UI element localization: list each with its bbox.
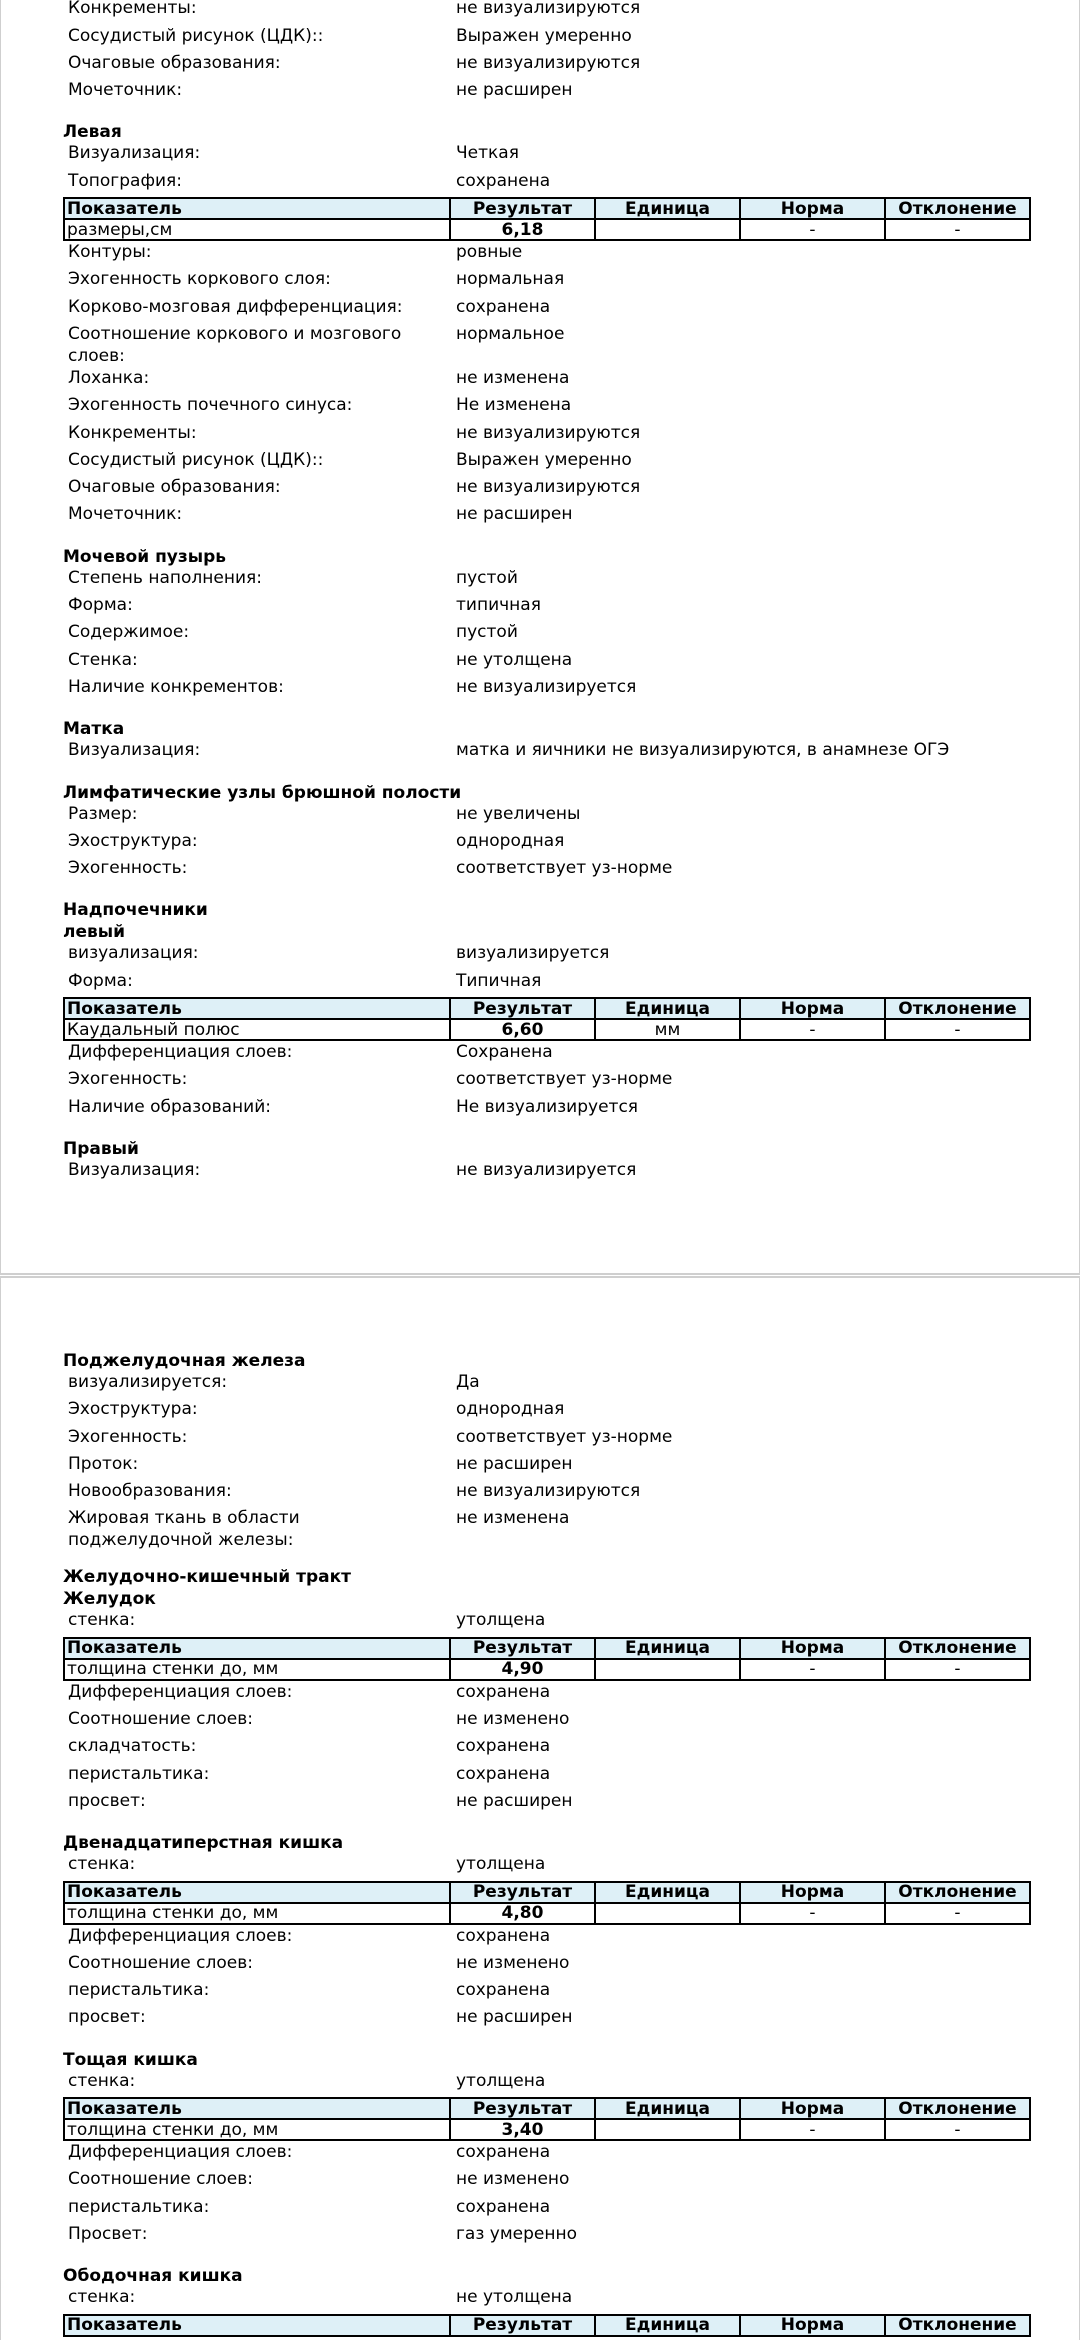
lymph-nodes-section: [63, 781, 1029, 885]
field-value: Сохранена: [456, 1042, 553, 1063]
bladder-section: [63, 545, 1029, 703]
header-unit: Единица: [595, 198, 740, 219]
header-indicator: Показатель: [64, 2098, 450, 2119]
field-row: [63, 970, 1029, 997]
field-label: Мочеточник:: [68, 80, 183, 101]
field-row: [63, 2223, 1029, 2250]
field-row: [63, 1952, 1029, 1979]
field-value: однородная: [456, 830, 565, 851]
cell-deviation: -: [885, 1019, 1030, 1040]
field-label: Форма:: [68, 970, 133, 991]
field-value: пустой: [456, 567, 518, 588]
field-row: [63, 857, 1029, 884]
section-title: Ободочная кишка: [63, 2266, 243, 2287]
field-value: сохранена: [456, 1681, 551, 1702]
field-value: сохранена: [456, 2142, 551, 2163]
field-value: не визуализируются: [456, 422, 641, 443]
field-label: Очаговые образования:: [68, 52, 281, 73]
field-label: Соотношение коркового и мозгового слоев:: [68, 323, 402, 366]
field-value: нормальная: [456, 269, 565, 290]
field-value: сохранена: [456, 1980, 551, 2001]
field-row: [63, 25, 1029, 52]
field-label: Просвет:: [68, 2223, 148, 2244]
field-label: стенка:: [68, 2070, 136, 2091]
header-deviation: Отклонение: [885, 1882, 1030, 1903]
header-deviation: Отклонение: [885, 998, 1030, 1019]
field-value: Выражен умеренно: [456, 449, 632, 470]
field-value: типичная: [456, 595, 541, 616]
field-row: [63, 649, 1029, 676]
header-result: Результат: [450, 2315, 595, 2336]
field-row: [63, 830, 1029, 857]
field-value: утолщена: [456, 1854, 546, 1875]
field-label: стенка:: [68, 1610, 136, 1631]
field-value: не изменена: [456, 1508, 570, 1529]
field-label: Соотношение слоев:: [68, 2169, 253, 2190]
field-row: [63, 1708, 1029, 1735]
table-row: [64, 1659, 1030, 1680]
field-label: Эхогенность:: [68, 1426, 188, 1447]
field-row: [63, 1853, 1029, 1880]
field-value: утолщена: [456, 2070, 546, 2091]
field-label: Новообразования:: [68, 1481, 232, 1502]
field-row: [63, 621, 1029, 648]
cell-deviation: -: [885, 1903, 1030, 1924]
field-row: [63, 1426, 1029, 1453]
field-value: не расширен: [456, 2007, 573, 2028]
measurement-table: [63, 1881, 1031, 1925]
field-value: не утолщена: [456, 649, 573, 670]
header-result: Результат: [450, 1882, 595, 1903]
cell-norm: -: [740, 219, 885, 240]
field-value: не увеличены: [456, 803, 581, 824]
header-unit: Единица: [595, 2315, 740, 2336]
field-label: Соотношение слоев:: [68, 1952, 253, 1973]
field-value: Не визуализируется: [456, 1096, 639, 1117]
field-value: сохранена: [456, 296, 551, 317]
field-label: Визуализация:: [68, 1159, 201, 1180]
table-header-row: [64, 2315, 1030, 2336]
cell-norm: -: [740, 1019, 885, 1040]
field-row: [63, 1453, 1029, 1480]
field-row: [63, 296, 1029, 323]
cell-unit: [595, 219, 740, 240]
field-label: визуализируется:: [68, 1372, 228, 1392]
field-value: сохранена: [456, 1763, 551, 1784]
field-row: [63, 1507, 1029, 1551]
field-label: Дифференциация слоев:: [68, 1925, 293, 1946]
header-unit: Единица: [595, 998, 740, 1019]
header-indicator: Показатель: [64, 1882, 450, 1903]
field-row: [63, 1735, 1029, 1762]
field-value: матка и яичники не визуализируются, в анамнезе ОГЭ: [456, 740, 950, 761]
field-label: Жировая ткань в области поджелудочной железы:: [68, 1508, 300, 1551]
cell-norm: -: [740, 1903, 885, 1924]
cell-indicator: размеры,см: [64, 219, 450, 240]
header-norm: Норма: [740, 1638, 885, 1659]
field-row: [63, 503, 1029, 530]
field-value: не утолщена: [456, 2287, 573, 2308]
table-header-row: [64, 1882, 1030, 1903]
field-label: Топография:: [68, 170, 182, 191]
field-label: Дифференциация слоев:: [68, 1042, 293, 1063]
left-kidney-section: [63, 120, 1029, 530]
field-row: [63, 268, 1029, 295]
field-value: Не изменена: [456, 395, 572, 416]
field-row: [63, 1480, 1029, 1507]
field-row: [63, 1096, 1029, 1123]
field-label: перистальтика:: [68, 1763, 210, 1784]
header-norm: Норма: [740, 998, 885, 1019]
field-label: Эхоструктура:: [68, 1399, 198, 1420]
field-value: Четкая: [456, 143, 519, 164]
field-value: не визуализируются: [456, 477, 641, 498]
field-row: [63, 142, 1029, 169]
header-indicator: Показатель: [64, 198, 450, 219]
measurement-table: [63, 2097, 1031, 2141]
field-label: Стенка:: [68, 649, 138, 670]
field-row: [63, 0, 1029, 25]
measurement-table: [63, 997, 1031, 1041]
field-row: [63, 79, 1029, 106]
jejunum-section: [63, 2048, 1029, 2250]
field-value: утолщена: [456, 1610, 546, 1631]
field-row: [63, 1371, 1029, 1398]
measurement-table: [63, 1637, 1031, 1681]
table-header-row: [64, 2098, 1030, 2119]
field-value: однородная: [456, 1399, 565, 1420]
section-title: Матка: [63, 719, 125, 740]
field-label: Сосудистый рисунок (ЦДК)::: [68, 449, 324, 470]
field-row: [63, 1763, 1029, 1790]
field-value: не визуализируется: [456, 676, 637, 697]
field-value: соответствует уз-норме: [456, 1426, 673, 1447]
field-label: Размер:: [68, 803, 138, 824]
header-deviation: Отклонение: [885, 198, 1030, 219]
field-row: [63, 594, 1029, 621]
table-row: [64, 1903, 1030, 1924]
right-adrenal-section: [63, 1137, 1029, 1186]
field-value: визуализируется: [456, 943, 610, 964]
field-label: Наличие образований:: [68, 1096, 271, 1117]
field-row: [63, 2070, 1029, 2097]
table-row: [64, 219, 1030, 240]
field-label: Контуры:: [68, 242, 152, 263]
field-label: Конкременты:: [68, 422, 197, 443]
field-label: Проток:: [68, 1453, 139, 1474]
measurement-table: [63, 197, 1031, 241]
field-label: Соотношение слоев:: [68, 1709, 253, 1730]
header-indicator: Показатель: [64, 998, 450, 1019]
field-label: Форма:: [68, 595, 133, 616]
field-value: соответствует уз-норме: [456, 1069, 673, 1090]
field-row: [63, 2006, 1029, 2033]
field-row: [63, 241, 1029, 268]
field-label: Конкременты:: [68, 0, 197, 19]
header-result: Результат: [450, 2098, 595, 2119]
report-page-2: [0, 1276, 1080, 2340]
field-value: сохранена: [456, 1925, 551, 1946]
field-row: [63, 739, 1029, 766]
colon-section: [63, 2264, 1029, 2336]
header-result: Результат: [450, 198, 595, 219]
header-norm: Норма: [740, 198, 885, 219]
field-label: Эхогенность:: [68, 1069, 188, 1090]
field-value: сохранена: [456, 170, 551, 191]
cell-deviation: -: [885, 219, 1030, 240]
cell-result: 4,80: [450, 1903, 595, 1924]
field-label: Корково-мозговая дифференциация:: [68, 296, 403, 317]
pancreas-section: [63, 1349, 1029, 1551]
field-value: не расширен: [456, 504, 573, 525]
field-label: Дифференциация слоев:: [68, 1681, 293, 1702]
section-title: Мочевой пузырь: [63, 546, 227, 567]
field-row: [63, 1159, 1029, 1186]
field-row: [63, 1681, 1029, 1708]
section-subtitle: левый: [63, 922, 126, 943]
field-row: [63, 942, 1029, 969]
field-value: Да: [456, 1372, 480, 1392]
field-label: Визуализация:: [68, 143, 201, 164]
field-value: не изменена: [456, 367, 570, 388]
header-norm: Норма: [740, 2315, 885, 2336]
field-value: не расширен: [456, 1790, 573, 1811]
header-deviation: Отклонение: [885, 1638, 1030, 1659]
field-value: не расширен: [456, 80, 573, 101]
field-label: перистальтика:: [68, 2196, 210, 2217]
field-label: Эхоструктура:: [68, 830, 198, 851]
gi-tract-section: [63, 1565, 1029, 1817]
field-row: [63, 1041, 1029, 1068]
field-row: [63, 1790, 1029, 1817]
field-row: [63, 1068, 1029, 1095]
field-label: Мочеточник:: [68, 504, 183, 525]
field-label: перистальтика:: [68, 1980, 210, 2001]
field-label: Эхогенность коркового слоя:: [68, 269, 331, 290]
table-header-row: [64, 998, 1030, 1019]
header-unit: Единица: [595, 1638, 740, 1659]
table-row: [64, 1019, 1030, 1040]
section-title: Левая: [63, 122, 122, 143]
section-title: Лимфатические узлы брюшной полости: [63, 782, 462, 803]
field-value: не изменено: [456, 2169, 570, 2190]
header-unit: Единица: [595, 2098, 740, 2119]
field-row: [63, 1925, 1029, 1952]
field-label: Сосудистый рисунок (ЦДК)::: [68, 25, 324, 46]
field-value: пустой: [456, 622, 518, 643]
cell-result: 6,60: [450, 1019, 595, 1040]
field-label: Степень наполнения:: [68, 567, 262, 588]
field-value: не изменено: [456, 1709, 570, 1730]
field-row: [63, 476, 1029, 503]
field-row: [63, 394, 1029, 421]
cell-norm: -: [740, 2119, 885, 2140]
field-label: стенка:: [68, 2287, 136, 2308]
cell-unit: [595, 1903, 740, 1924]
field-row: [63, 1609, 1029, 1636]
field-row: [63, 567, 1029, 594]
header-indicator: Показатель: [64, 2315, 450, 2336]
field-row: [63, 323, 1029, 367]
field-value: сохранена: [456, 2196, 551, 2217]
field-label: Эхогенность:: [68, 858, 188, 879]
section-title: Двенадцатиперстная кишка: [63, 1833, 344, 1854]
cell-deviation: -: [885, 2119, 1030, 2140]
field-value: не визуализируются: [456, 52, 641, 73]
section-title: Желудочно-кишечный тракт: [63, 1567, 351, 1588]
field-value: не визуализируются: [456, 1481, 641, 1502]
field-row: [63, 422, 1029, 449]
section-subtitle: Желудок: [63, 1589, 156, 1610]
cell-unit: [595, 1659, 740, 1680]
field-value: Типичная: [456, 970, 542, 991]
cell-indicator: толщина стенки до, мм: [64, 1903, 450, 1924]
cell-unit: [595, 2119, 740, 2140]
field-row: [63, 52, 1029, 79]
field-label: Лоханка:: [68, 367, 150, 388]
field-row: [63, 2168, 1029, 2195]
measurement-table: [63, 2314, 1031, 2337]
section-title: Надпочечники: [63, 900, 208, 921]
field-value: не визуализируется: [456, 1159, 637, 1180]
table-header-row: [64, 198, 1030, 219]
page-2-content: [63, 1349, 1029, 2337]
cell-indicator: толщина стенки до, мм: [64, 1659, 450, 1680]
field-value: не изменено: [456, 1952, 570, 1973]
field-label: Очаговые образования:: [68, 477, 281, 498]
cell-norm: -: [740, 1659, 885, 1680]
header-result: Результат: [450, 998, 595, 1019]
field-label: визуализация:: [68, 943, 199, 964]
field-label: Наличие конкрементов:: [68, 676, 284, 697]
field-value: ровные: [456, 242, 523, 263]
cell-result: 6,18: [450, 219, 595, 240]
header-norm: Норма: [740, 1882, 885, 1903]
header-indicator: Показатель: [64, 1638, 450, 1659]
adrenal-section: [63, 898, 1029, 1122]
field-row: [63, 170, 1029, 197]
table-row: [64, 2119, 1030, 2140]
field-label: Содержимое:: [68, 622, 190, 643]
kidney-continued-section: [63, 0, 1029, 106]
field-value: не расширен: [456, 1453, 573, 1474]
header-norm: Норма: [740, 2098, 885, 2119]
field-row: [63, 803, 1029, 830]
header-deviation: Отклонение: [885, 2315, 1030, 2336]
field-label: Эхогенность почечного синуса:: [68, 395, 353, 416]
field-value: газ умеренно: [456, 2223, 578, 2244]
field-label: просвет:: [68, 2007, 146, 2028]
section-title: Тощая кишка: [63, 2049, 198, 2070]
cell-result: 4,90: [450, 1659, 595, 1680]
cell-result: 3,40: [450, 2119, 595, 2140]
field-value: не визуализируются: [456, 0, 641, 19]
page-1-content: [63, 0, 1029, 1186]
field-row: [63, 449, 1029, 476]
field-row: [63, 367, 1029, 394]
cell-indicator: Каудальный полюс: [64, 1019, 450, 1040]
header-result: Результат: [450, 1638, 595, 1659]
field-row: [63, 1398, 1029, 1425]
section-title: Правый: [63, 1138, 139, 1159]
field-value: соответствует уз-норме: [456, 858, 673, 879]
field-value: сохранена: [456, 1736, 551, 1757]
cell-deviation: -: [885, 1659, 1030, 1680]
table-header-row: [64, 1638, 1030, 1659]
field-label: просвет:: [68, 1790, 146, 1811]
header-unit: Единица: [595, 1882, 740, 1903]
field-row: [63, 2141, 1029, 2168]
field-value: Выражен умеренно: [456, 25, 632, 46]
field-row: [63, 1979, 1029, 2006]
field-value: нормальное: [456, 323, 565, 344]
cell-indicator: толщина стенки до, мм: [64, 2119, 450, 2140]
cell-unit: мм: [595, 1019, 740, 1040]
field-label: Дифференциация слоев:: [68, 2142, 293, 2163]
field-label: складчатость:: [68, 1736, 197, 1757]
field-label: стенка:: [68, 1854, 136, 1875]
duodenum-section: [63, 1831, 1029, 2033]
field-row: [63, 676, 1029, 703]
header-deviation: Отклонение: [885, 2098, 1030, 2119]
uterus-section: [63, 717, 1029, 766]
field-row: [63, 2286, 1029, 2313]
section-title: Поджелудочная железа: [63, 1351, 306, 1371]
field-row: [63, 2196, 1029, 2223]
field-label: Визуализация:: [68, 740, 201, 761]
